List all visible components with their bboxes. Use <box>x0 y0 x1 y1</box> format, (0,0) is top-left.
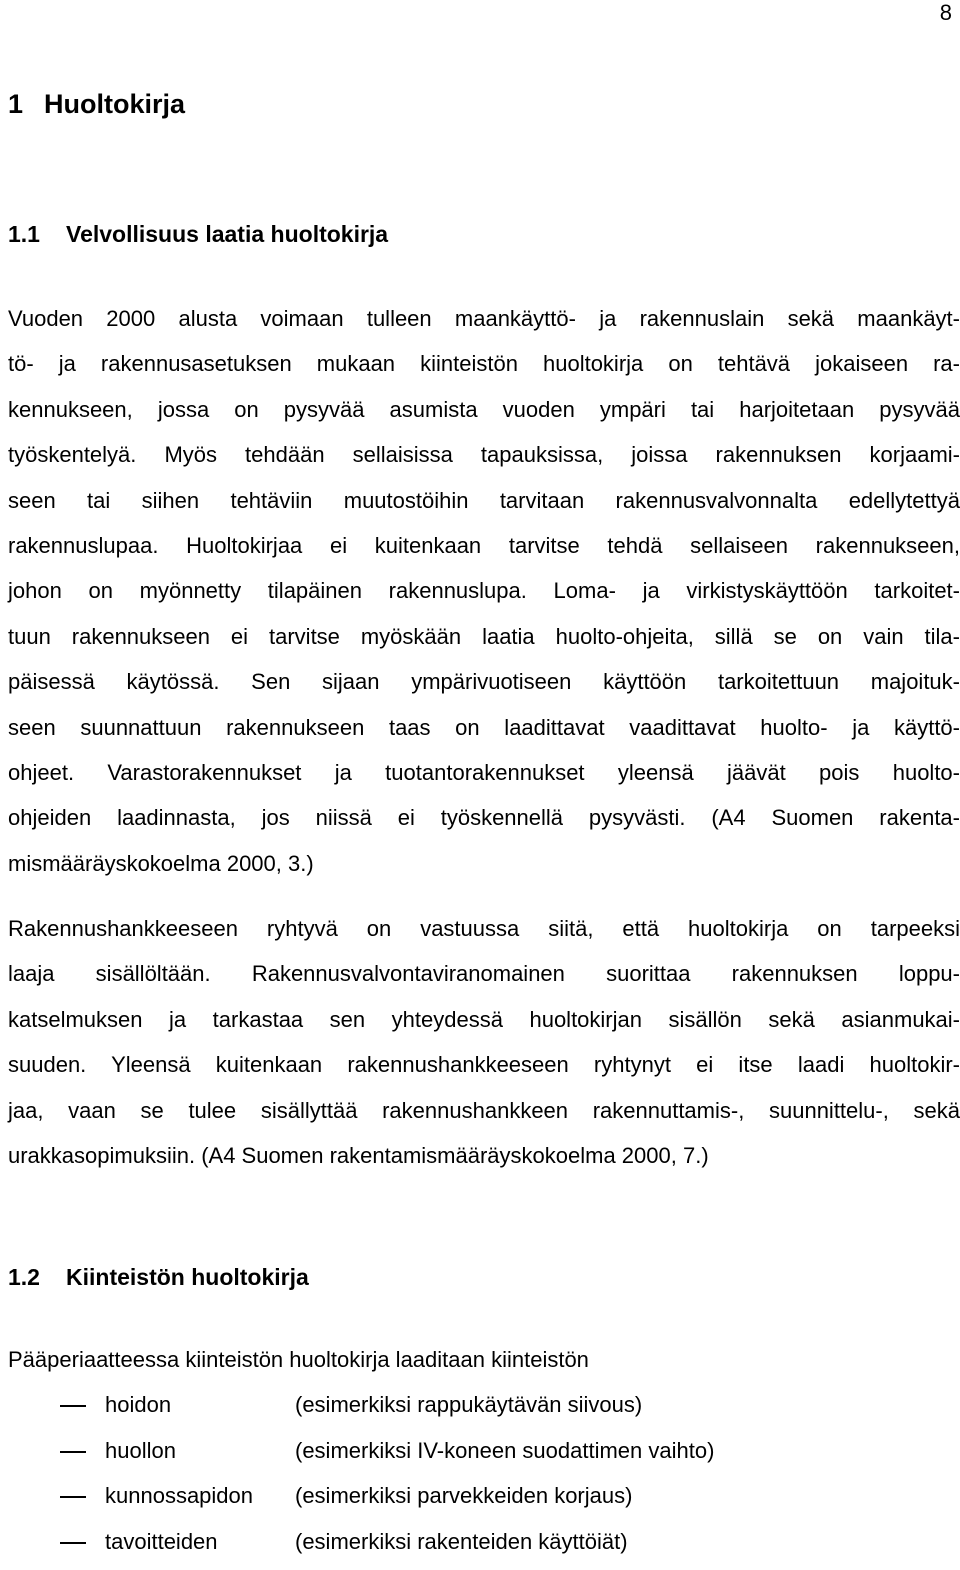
paragraph-line: Vuoden 2000 alusta voimaan tulleen maankäyttö- ja rakennuslain sekä maankäyt- <box>8 296 960 341</box>
section-number: 1.1 <box>8 219 66 249</box>
chapter-title: Huoltokirja <box>44 89 185 119</box>
paragraph-line: rakennuslupaa. Huoltokirjaa ei kuitenkaan tarvitse tehdä sellaiseen rakennukseen, <box>8 523 960 568</box>
list-example: (esimerkiksi parvekkeiden korjaus) <box>295 1481 632 1511</box>
dash-bullet-icon <box>60 1542 86 1544</box>
list-example: (esimerkiksi rappukäytävän siivous) <box>295 1390 642 1420</box>
list-example: (esimerkiksi IV-koneen suodattimen vaihto) <box>295 1436 714 1466</box>
paragraph-line: seen suunnattuun rakennukseen taas on laadittavat vaadittavat huolto- ja käyttö- <box>8 705 960 750</box>
list-item <box>0 1479 960 1525</box>
paragraph-line: urakkasopimuksiin. (A4 Suomen rakentamismääräyskokoelma 2000, 7.) <box>8 1133 960 1178</box>
paragraph-line: katselmuksen ja tarkastaa sen yhteydessä huoltokirjan sisällön sekä asianmukai- <box>8 997 960 1042</box>
list-intro: Pääperiaatteessa kiinteistön huoltokirja laaditaan kiinteistön <box>8 1345 589 1375</box>
list-item <box>0 1525 960 1570</box>
list-term: huollon <box>105 1436 176 1466</box>
list-item <box>0 1434 960 1480</box>
section-title: Kiinteistön huoltokirja <box>66 1264 309 1290</box>
list-example: (esimerkiksi rakenteiden käyttöiät) <box>295 1527 628 1557</box>
page-number: 8 <box>940 0 952 26</box>
paragraph-line: tö- ja rakennusasetuksen mukaan kiinteistön huoltokirja on tehtävä jokaiseen ra- <box>8 341 960 386</box>
paragraph-line: laaja sisällöltään. Rakennusvalvontaviranomainen suorittaa rakennuksen loppu- <box>8 951 960 996</box>
chapter-heading <box>8 86 185 122</box>
paragraph-line: suuden. Yleensä kuitenkaan rakennushankkeeseen ryhtynyt ei itse laadi huoltokir- <box>8 1042 960 1087</box>
dash-bullet-icon <box>60 1496 86 1498</box>
dash-bullet-icon <box>60 1451 86 1453</box>
paragraph-line: johon on myönnetty tilapäinen rakennuslupa. Loma- ja virkistyskäyttöön tarkoitet- <box>8 568 960 613</box>
paragraph-obligation <box>8 296 960 886</box>
paragraph-line: päisessä käytössä. Sen sijaan ympärivuotiseen käyttöön tarkoitettuun majoituk- <box>8 659 960 704</box>
paragraph-line: työskentelyä. Myös tehdään sellaisissa tapauksissa, joissa rakennuksen korjaami- <box>8 432 960 477</box>
list-item <box>0 1388 960 1434</box>
paragraph-line: jaa, vaan se tulee sisällyttää rakennushankkeen rakennuttamis-, suunnittelu-, sekä <box>8 1088 960 1133</box>
paragraph-line: mismääräyskokoelma 2000, 3.) <box>8 841 960 886</box>
section-heading-1-2 <box>8 1262 309 1292</box>
dash-bullet-icon <box>60 1405 86 1407</box>
paragraph-line: seen tai siihen tehtäviin muutostöihin tarvitaan rakennusvalvonnalta edellytettyä <box>8 478 960 523</box>
paragraph-line: ohjeet. Varastorakennukset ja tuotantorakennukset yleensä jäävät pois huolto- <box>8 750 960 795</box>
chapter-number: 1 <box>8 86 44 122</box>
list-term: hoidon <box>105 1390 171 1420</box>
list-term: tavoitteiden <box>105 1527 218 1557</box>
section-heading-1-1 <box>8 219 388 249</box>
maintenance-list <box>0 1388 960 1570</box>
paragraph-line: ohjeiden laadinnasta, jos niissä ei työskennellä pysyvästi. (A4 Suomen rakenta- <box>8 795 960 840</box>
paragraph-responsibility <box>8 906 960 1178</box>
section-number: 1.2 <box>8 1262 66 1292</box>
list-term: kunnossapidon <box>105 1481 253 1511</box>
paragraph-line: tuun rakennukseen ei tarvitse myöskään laatia huolto-ohjeita, sillä se on vain tila- <box>8 614 960 659</box>
paragraph-line: kennukseen, jossa on pysyvää asumista vuoden ympäri tai harjoitetaan pysyvää <box>8 387 960 432</box>
section-title: Velvollisuus laatia huoltokirja <box>66 221 388 247</box>
paragraph-line: Rakennushankkeeseen ryhtyvä on vastuussa siitä, että huoltokirja on tarpeeksi <box>8 906 960 951</box>
